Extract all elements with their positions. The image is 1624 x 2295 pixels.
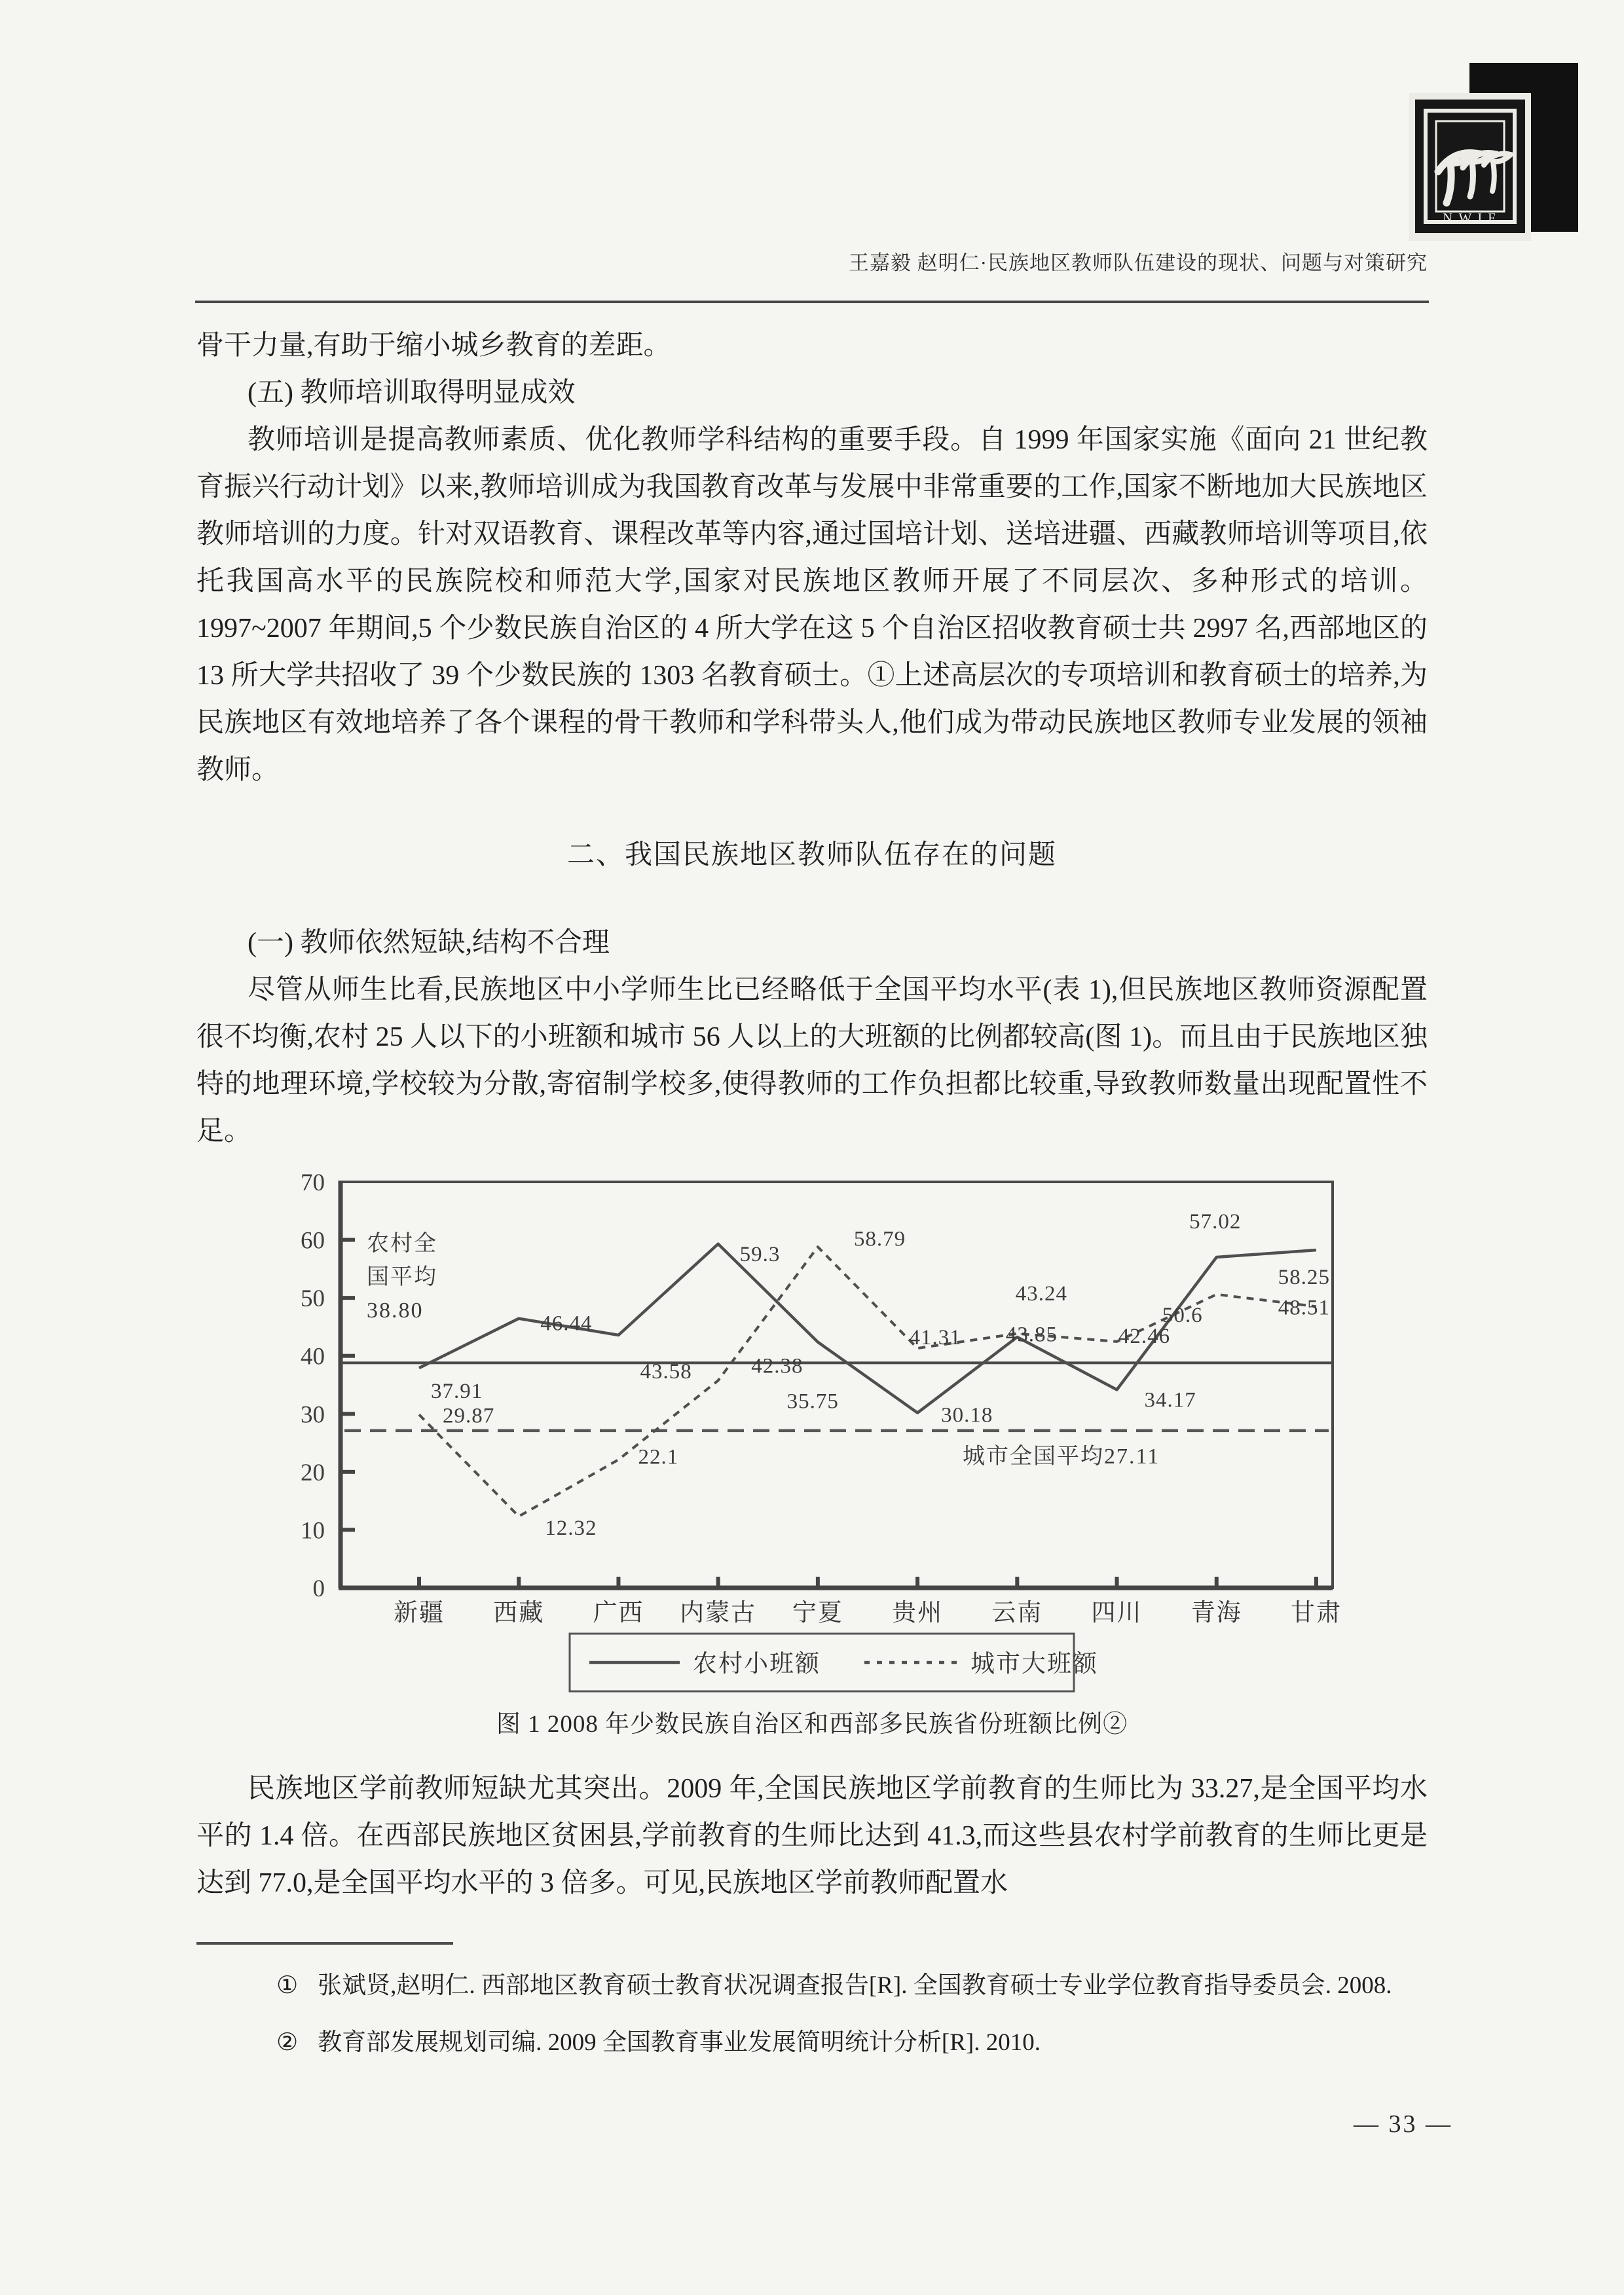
paragraph-training: 教师培训是提高教师素质、优化教师学科结构的重要手段。自 1999 年国家实施《面向 21 世纪教育振兴行动计划》以来,教师培训成为我国教育改革与发展中非常重要的工作,国家不断地加大民族地区教师培训的力度。针对双语教育、课程改革等内容,通过国培计划、送培进疆、西藏教师培训等项目,依托我国高水平的民族院校和师范大学,国家对民族地区教师开展了不同层次、多种形式的培训。1997~2007 年期间,5 个少数民族自治区的 4 所大学在这 5 个自治区招收教育硕士共 2997 名,西部地区的 13 所大学共招收了 39 个少数民族的 1303 名教育硕士。①上述高层次的专项培训和教育硕士的培养,为民族地区有效地培养了各个课程的骨干教师和学科带头人,他们成为带动民族地区教师专业发展的领袖教师。 [196, 425, 1428, 785]
figure1-chart [242, 1156, 1382, 1745]
data-label: 57.02 [1189, 1209, 1242, 1234]
x-tick [915, 1577, 919, 1588]
x-category-label: 广西 [593, 1600, 644, 1626]
data-label: 59.3 [739, 1242, 781, 1266]
y-tick [341, 1470, 355, 1474]
y-tick-label: 70 [301, 1169, 325, 1196]
plot-border [341, 1182, 1333, 1588]
y-tick-label: 50 [301, 1285, 325, 1313]
y-tick [341, 1528, 355, 1532]
footnotes [196, 1962, 1428, 2066]
y-tick [341, 1296, 355, 1300]
x-category-label: 甘肃 [1290, 1600, 1342, 1626]
data-label: 35.75 [786, 1389, 839, 1414]
x-tick [616, 1577, 620, 1588]
y-tick-label: 40 [301, 1343, 325, 1370]
y-tick-label: 0 [312, 1575, 325, 1602]
x-category-label: 贵州 [892, 1600, 944, 1626]
x-tick [816, 1577, 820, 1588]
rural-average-label: 农村全 [367, 1232, 437, 1256]
x-tick [517, 1577, 521, 1588]
data-label: 58.25 [1278, 1266, 1330, 1290]
data-label: 43.58 [640, 1360, 692, 1384]
footnote-1-text: 张斌贤,赵明仁. 西部地区教育硕士教育状况调查报告[R]. 全国教育硕士专业学位教育指导委员会. 2008. [318, 1972, 1392, 1999]
rural-average-label: 国平均 [367, 1265, 437, 1289]
x-category-label: 内蒙古 [680, 1600, 757, 1626]
y-tick [341, 1412, 355, 1416]
x-tick [417, 1577, 421, 1588]
data-label: 42.46 [1118, 1324, 1171, 1348]
y-tick-label: 20 [301, 1459, 325, 1486]
urban-average-label: 城市全国平均27.11 [963, 1444, 1160, 1469]
journal-logo [1409, 59, 1581, 250]
header-rule [195, 301, 1429, 303]
data-label: 48.51 [1278, 1296, 1330, 1320]
legend-label-rural: 农村小班额 [693, 1651, 821, 1678]
data-label: 34.17 [1144, 1388, 1196, 1412]
data-label: 30.18 [941, 1403, 993, 1427]
x-tick [1015, 1577, 1019, 1588]
footnote-2-marker: ② [276, 2029, 299, 2056]
legend-label-urban: 城市大班额 [970, 1651, 1098, 1678]
paragraph-preschool: 民族地区学前教师短缺尤其突出。2009 年,全国民族地区学前教育的生师比为 33.27,是全国平均水平的 1.4 倍。在西部民族地区贫困县,学前教育的生师比达到 41.3,而这些县农村学前教育的生师比更是达到 77.0,是全国平均水平的 3 倍多。可见,民族地区学前教师配置水 [196, 1774, 1428, 1898]
x-tick [1314, 1577, 1318, 1588]
logo-text: N.W.J.E [1443, 210, 1498, 226]
subheading-five: (五) 教师培训取得明显成效 [248, 378, 576, 408]
data-label: 37.91 [431, 1380, 483, 1404]
data-label: 43.85 [1005, 1323, 1058, 1347]
x-category-label: 云南 [991, 1600, 1043, 1626]
data-label: 41.31 [909, 1326, 961, 1350]
data-label: 29.87 [443, 1404, 495, 1428]
data-label: 12.32 [545, 1516, 597, 1540]
data-label: 46.44 [540, 1312, 593, 1336]
data-label: 50.6 [1162, 1303, 1203, 1327]
data-label: 58.79 [853, 1227, 906, 1251]
page-number: — 33 — [1354, 2110, 1452, 2138]
footnote-2-text: 教育部发展规划司编. 2009 全国教育事业发展简明统计分析[R]. 2010. [318, 2029, 1041, 2056]
paragraph-shortage: 尽管从师生比看,民族地区中小学师生比已经略低于全国平均水平(表 1),但民族地区教师资源配置很不均衡,农村 25 人以下的小班额和城市 56 人以上的大班额的比例都较高(图 1)。而且由于民族地区独特的地理环境,学校较为分散,寄宿制学校多,使得教师的工作负担都比较重,导致教师数量出现配置性不足。 [196, 975, 1428, 1147]
x-category-label: 宁夏 [792, 1600, 843, 1626]
data-label: 43.24 [1015, 1282, 1067, 1306]
x-tick [1215, 1577, 1219, 1588]
figure1-caption: 图 1 2008 年少数民族自治区和西部多民族省份班额比例② [496, 1711, 1128, 1738]
x-tick [716, 1577, 720, 1588]
main-text [196, 322, 1428, 1155]
data-label: 22.1 [638, 1445, 679, 1469]
y-tick [341, 1354, 355, 1358]
footnote-1-marker: ① [276, 1972, 299, 1999]
y-tick-label: 10 [301, 1517, 325, 1545]
section-title: 二、我国民族地区教师队伍存在的问题 [566, 840, 1057, 870]
x-category-label: 新疆 [394, 1600, 445, 1626]
footnote-2 [196, 2019, 1428, 2066]
rural-average-label: 38.80 [367, 1298, 424, 1323]
x-category-label: 四川 [1091, 1600, 1143, 1626]
subheading-one: (一) 教师依然短缺,结构不合理 [248, 928, 610, 958]
footnote-rule [196, 1942, 453, 1945]
y-tick [341, 1238, 355, 1242]
footnote-1 [196, 1962, 1428, 2010]
x-tick [1115, 1577, 1119, 1588]
data-label: 42.38 [751, 1354, 803, 1378]
running-head: 王嘉毅 赵明仁·民族地区教师队伍建设的现状、问题与对策研究 [848, 251, 1428, 274]
series-line-urban [419, 1247, 1316, 1516]
paragraph-continuation: 骨干力量,有助于缩小城乡教育的差距。 [196, 331, 671, 361]
y-tick-label: 30 [301, 1401, 325, 1429]
logo-emblem [1409, 93, 1531, 241]
y-tick-label: 60 [301, 1227, 325, 1255]
x-category-label: 青海 [1190, 1600, 1242, 1626]
x-category-label: 西藏 [493, 1600, 545, 1626]
